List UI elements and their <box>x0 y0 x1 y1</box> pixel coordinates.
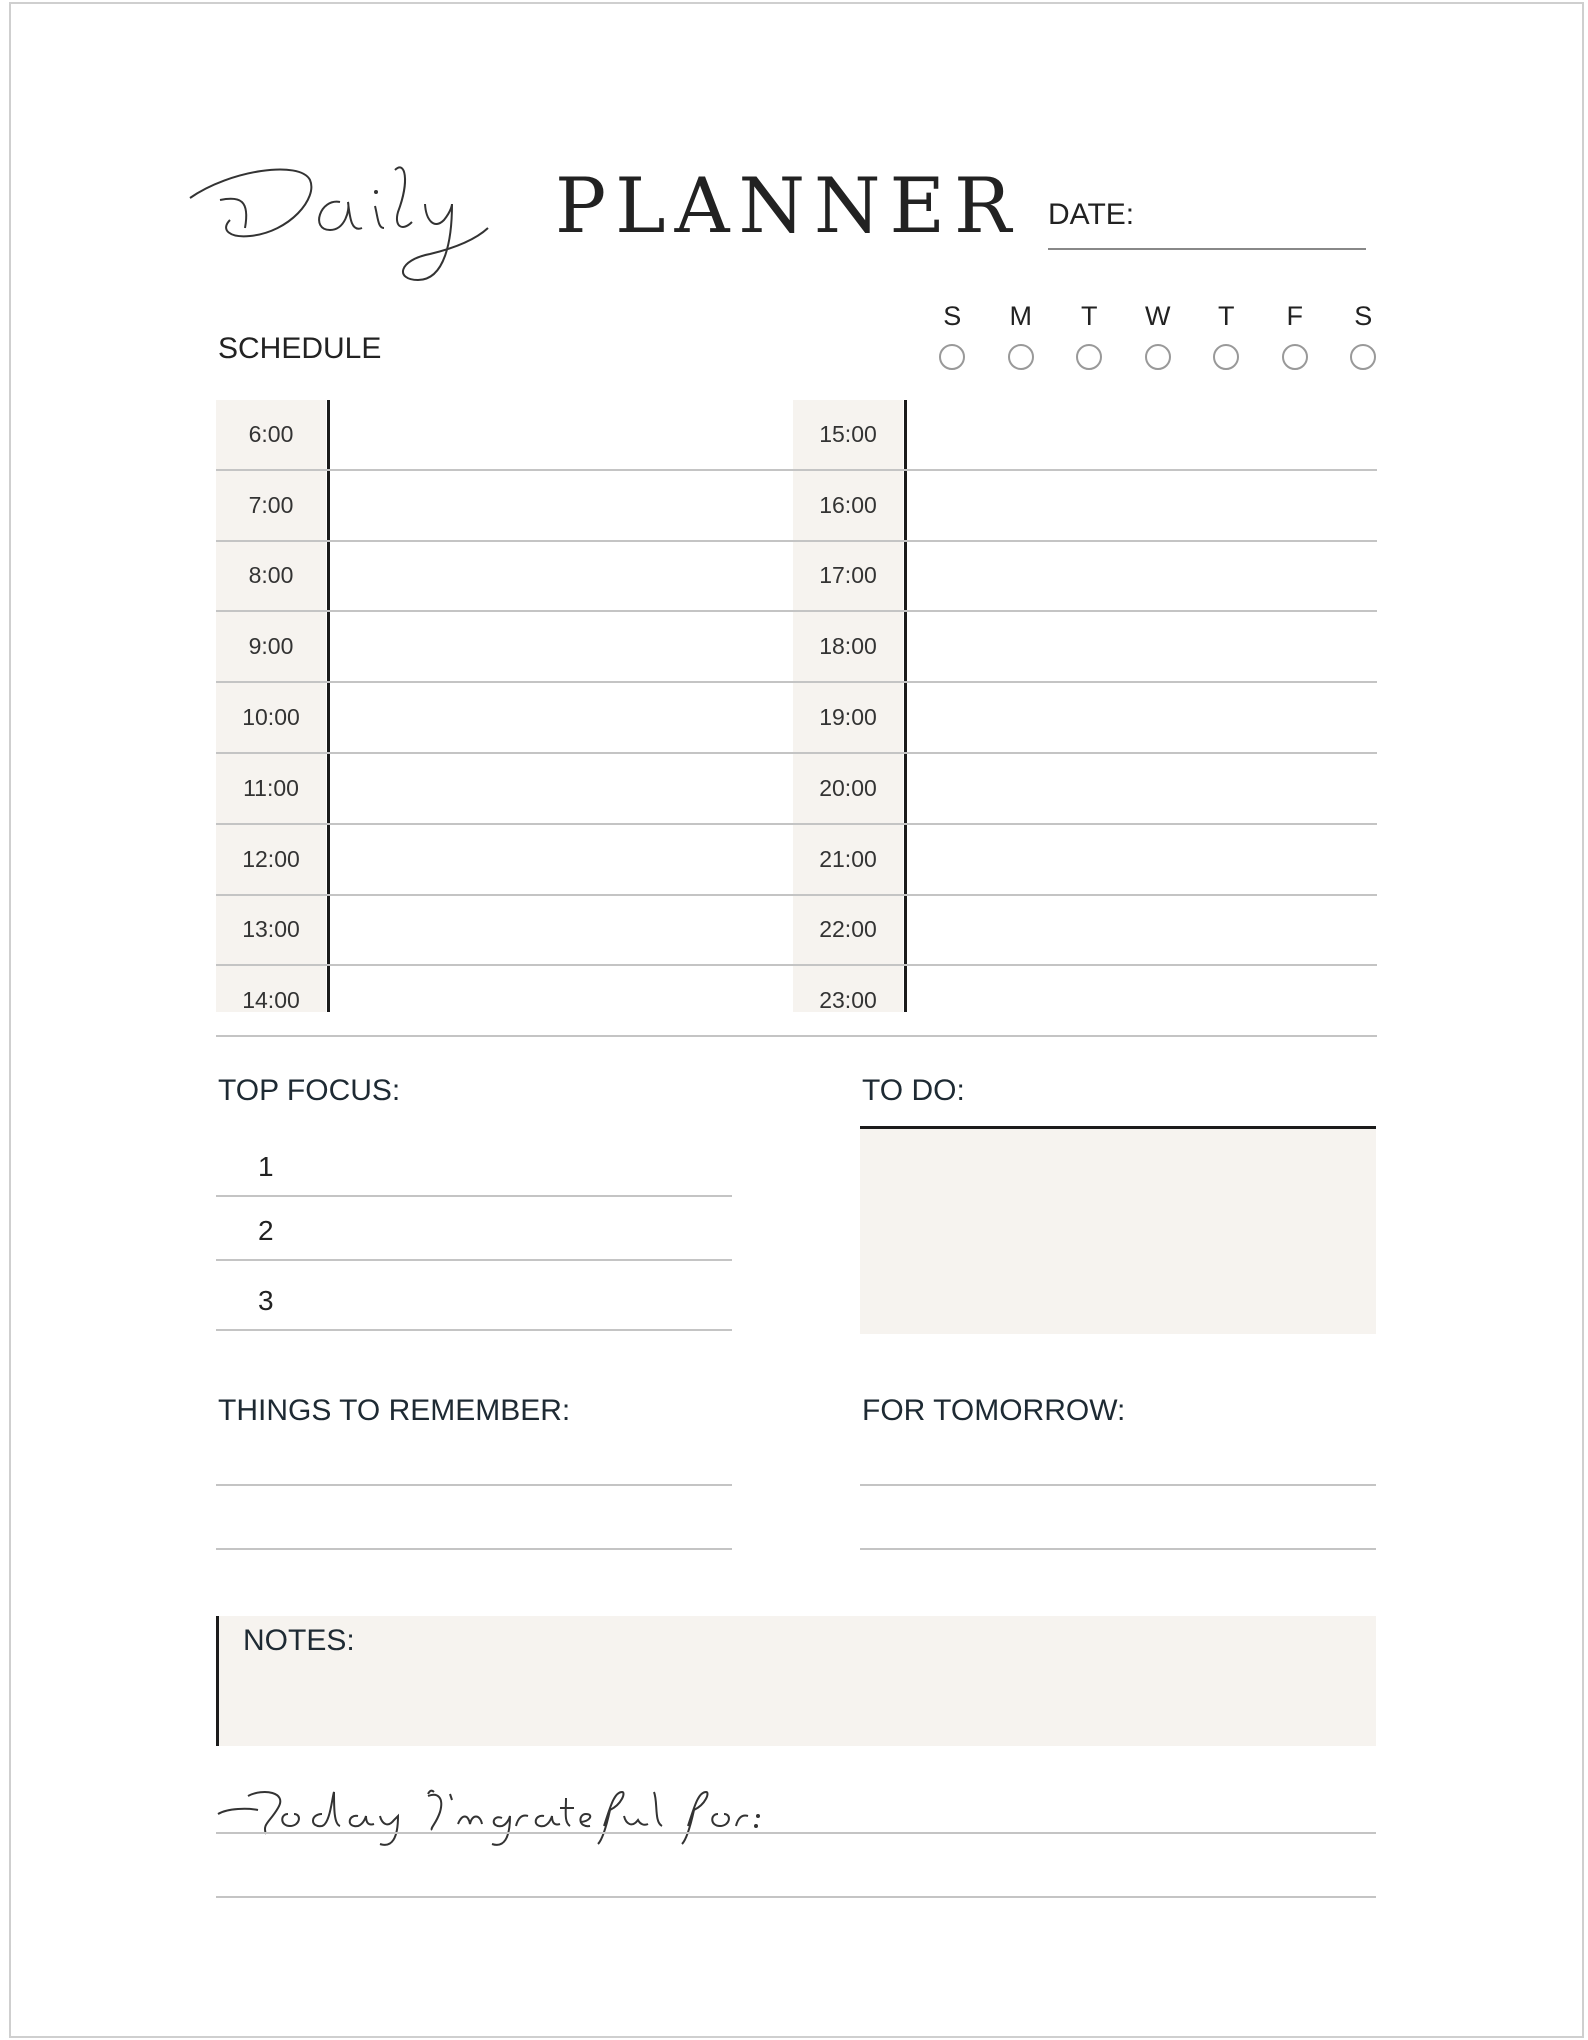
notes-label: NOTES: <box>243 1624 355 1657</box>
schedule-row <box>216 966 806 1037</box>
schedule-row <box>793 612 1377 683</box>
schedule-row <box>216 896 806 967</box>
schedule-slot[interactable] <box>332 612 806 681</box>
remember-line[interactable] <box>216 1486 732 1550</box>
schedule-slot[interactable] <box>332 966 806 1035</box>
focus-item-line[interactable] <box>216 1261 732 1331</box>
tomorrow-label: FOR TOMORROW: <box>862 1394 1126 1427</box>
remember-lines <box>216 1422 732 1550</box>
date-label: DATE: <box>1048 198 1135 231</box>
time-label: 18:00 <box>819 633 877 660</box>
weekday-letter: M <box>1009 301 1032 331</box>
schedule-slot[interactable] <box>909 754 1377 823</box>
schedule-row <box>216 825 806 896</box>
weekday-tuesday <box>1055 300 1124 370</box>
weekday-monday <box>987 300 1056 370</box>
focus-item-line[interactable] <box>216 1197 732 1261</box>
time-label: 16:00 <box>819 491 877 518</box>
schedule-row <box>793 400 1377 471</box>
remember-label: THINGS TO REMEMBER: <box>218 1394 571 1427</box>
todo-label: TO DO: <box>862 1074 965 1107</box>
time-label: 8:00 <box>248 562 294 589</box>
tomorrow-lines <box>860 1422 1376 1550</box>
weekday-thursday <box>1192 300 1261 370</box>
weekday-letter: S <box>943 301 962 331</box>
schedule-row <box>793 683 1377 754</box>
grateful-lines <box>216 1832 1376 1898</box>
schedule-slot[interactable] <box>332 683 806 752</box>
time-label: 14:00 <box>242 987 300 1014</box>
time-label: 20:00 <box>819 774 877 801</box>
time-label: 15:00 <box>819 420 877 447</box>
weekday-letter: W <box>1145 301 1171 331</box>
title-script-daily <box>190 150 530 310</box>
remember-line[interactable] <box>216 1422 732 1486</box>
weekday-letter: T <box>1081 301 1098 331</box>
time-label: 11:00 <box>243 774 299 801</box>
schedule-slot[interactable] <box>909 896 1377 965</box>
weekday-wednesday <box>1124 300 1193 370</box>
schedule-row <box>216 400 806 471</box>
schedule-slot[interactable] <box>332 896 806 965</box>
schedule-row <box>793 471 1377 542</box>
schedule-row <box>216 612 806 683</box>
tomorrow-line[interactable] <box>860 1486 1376 1550</box>
weekday-letter: F <box>1286 301 1303 331</box>
weekday-letter: T <box>1218 301 1235 331</box>
notes-area[interactable] <box>216 1616 1376 1746</box>
focus-number: 1 <box>258 1151 274 1182</box>
weekday-checkbox[interactable] <box>1350 344 1376 370</box>
time-label: 22:00 <box>819 916 877 943</box>
time-label: 6:00 <box>248 420 294 447</box>
schedule-slot[interactable] <box>909 612 1377 681</box>
schedule-slot[interactable] <box>332 825 806 894</box>
weekday-saturday <box>1329 300 1398 370</box>
schedule-row <box>793 896 1377 967</box>
title-planner: PLANNER <box>555 161 1021 250</box>
time-label: 10:00 <box>242 704 300 731</box>
schedule-slot[interactable] <box>332 471 806 540</box>
schedule-slot[interactable] <box>909 471 1377 540</box>
schedule-slot[interactable] <box>332 754 806 823</box>
schedule-row <box>216 471 806 542</box>
schedule-row <box>793 966 1377 1037</box>
schedule-row <box>216 754 806 825</box>
weekday-checkbox[interactable] <box>1008 344 1034 370</box>
top-focus-list <box>216 1130 732 1331</box>
time-label: 9:00 <box>248 633 294 660</box>
todo-area[interactable] <box>860 1126 1376 1334</box>
top-focus-label: TOP FOCUS: <box>218 1074 401 1107</box>
grateful-line[interactable] <box>216 1834 1376 1898</box>
weekday-checkbox[interactable] <box>1145 344 1171 370</box>
focus-number: 3 <box>258 1285 274 1316</box>
schedule-slot[interactable] <box>909 825 1377 894</box>
weekday-checkbox[interactable] <box>1282 344 1308 370</box>
schedule-label: SCHEDULE <box>218 332 382 365</box>
schedule-slot[interactable] <box>909 542 1377 611</box>
focus-number: 2 <box>258 1215 274 1246</box>
schedule-slot[interactable] <box>909 683 1377 752</box>
schedule-slot[interactable] <box>909 400 1377 469</box>
weekday-checkbox[interactable] <box>1213 344 1239 370</box>
schedule-slot[interactable] <box>909 966 1377 1035</box>
date-input-line[interactable] <box>1048 248 1366 250</box>
weekday-selector <box>918 300 1398 370</box>
weekday-checkbox[interactable] <box>1076 344 1102 370</box>
schedule-row <box>793 542 1377 613</box>
time-label: 7:00 <box>248 491 294 518</box>
time-label: 12:00 <box>242 845 300 872</box>
schedule-column-evening <box>793 400 1377 1037</box>
schedule-row <box>793 754 1377 825</box>
weekday-checkbox[interactable] <box>939 344 965 370</box>
schedule-row <box>793 825 1377 896</box>
time-label: 17:00 <box>819 562 877 589</box>
schedule-column-morning <box>216 400 806 1037</box>
weekday-sunday <box>918 300 987 370</box>
schedule-slot[interactable] <box>332 542 806 611</box>
time-label: 13:00 <box>242 916 300 943</box>
schedule-slot[interactable] <box>332 400 806 469</box>
focus-item-line[interactable] <box>216 1130 732 1197</box>
weekday-friday <box>1261 300 1330 370</box>
weekday-letter: S <box>1354 301 1373 331</box>
time-label: 23:00 <box>819 987 877 1014</box>
tomorrow-line[interactable] <box>860 1422 1376 1486</box>
schedule-row <box>216 542 806 613</box>
time-label: 19:00 <box>819 704 877 731</box>
time-label: 21:00 <box>819 845 877 872</box>
schedule-row <box>216 683 806 754</box>
